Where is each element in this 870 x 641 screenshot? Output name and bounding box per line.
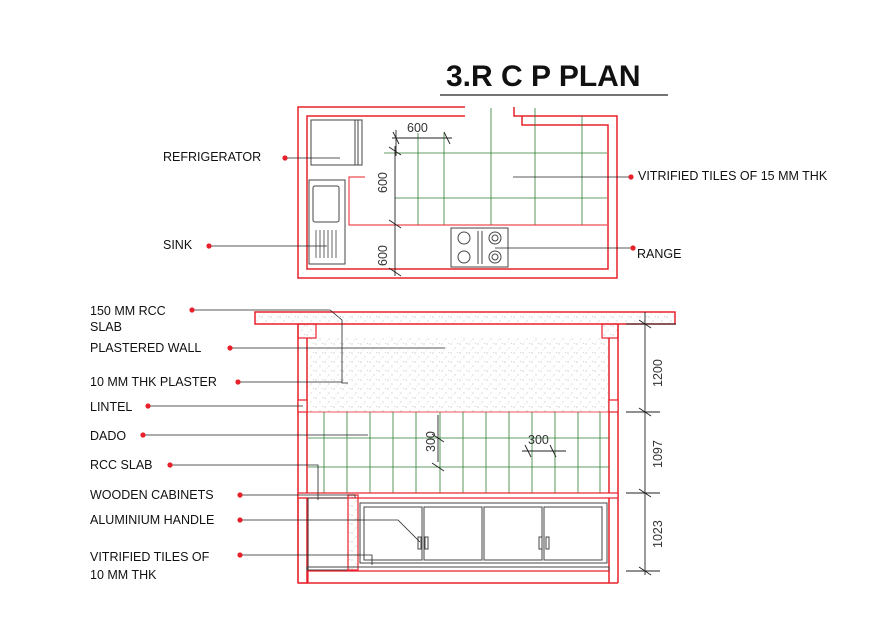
dado-label: DADO [90, 429, 127, 443]
rcc-slab-label: RCC SLAB [90, 458, 153, 472]
sink-leader-dot [206, 243, 211, 248]
section-side-cabinet [308, 498, 348, 570]
plan-dim-left [389, 146, 401, 276]
section-rcc-slab-150 [255, 312, 675, 324]
section-cabinet-partition [348, 495, 358, 570]
section-dim-h-middle-label: 1097 [651, 440, 665, 468]
plastered-wall-label: PLASTERED WALL [90, 341, 202, 355]
section-dim-h-upper-label: 1200 [651, 359, 665, 387]
sink-drainboard-symbol [316, 230, 336, 258]
section-beam-right [602, 324, 618, 338]
section-counter-rcc-slab [298, 493, 618, 498]
vitrified-10-label-line2: 10 MM THK [90, 568, 157, 582]
plan-wall-outer [298, 107, 617, 278]
sink-label: SINK [163, 238, 193, 252]
plaster-10-label: 10 MM THK PLASTER [90, 375, 217, 389]
drawing-title: 3.R C P PLAN [446, 60, 641, 93]
aluminium-handle-label: ALUMINIUM HANDLE [90, 513, 215, 527]
lintel-label: LINTEL [90, 400, 133, 414]
section-dim-h-lower-label: 1023 [651, 520, 665, 548]
section-dado-tile-grid [308, 412, 609, 493]
lintel-right-symbol [609, 400, 618, 412]
plan-dim-top-label: 600 [407, 121, 428, 135]
plan-wall-inner [307, 116, 608, 269]
section-beam-left [298, 324, 316, 338]
range-label: RANGE [637, 247, 682, 261]
range-leader-dot [630, 245, 635, 250]
sink-basin-symbol [313, 186, 339, 222]
rcc-slab-150-label-line2: SLAB [90, 320, 122, 334]
plan-view [163, 107, 828, 278]
section-dim-tile-h-label: 300 [528, 433, 549, 447]
vitrified-10-label-line1: VITRIFIED TILES OF [90, 550, 210, 564]
plan-dim-left-lower-label: 600 [376, 245, 390, 266]
section-view [90, 304, 676, 583]
vitrified-15-leader-dot [628, 174, 633, 179]
vitrified-15-label: VITRIFIED TILES OF 15 MM THK [638, 169, 828, 183]
section-plastered-wall [308, 338, 609, 412]
range-burner-symbols [458, 231, 501, 264]
wooden-cabinets-label: WOODEN CABINETS [90, 488, 214, 502]
rcc-slab-150-label-line1: 150 MM RCC [90, 304, 166, 318]
refrigerator-label: REFRIGERATOR [163, 150, 262, 164]
refrigerator-leader-dot [282, 155, 287, 160]
plan-dim-left-upper-label: 600 [376, 172, 390, 193]
section-dim-tile-v-label: 300 [424, 431, 438, 452]
cabinet-shutters [364, 507, 602, 560]
